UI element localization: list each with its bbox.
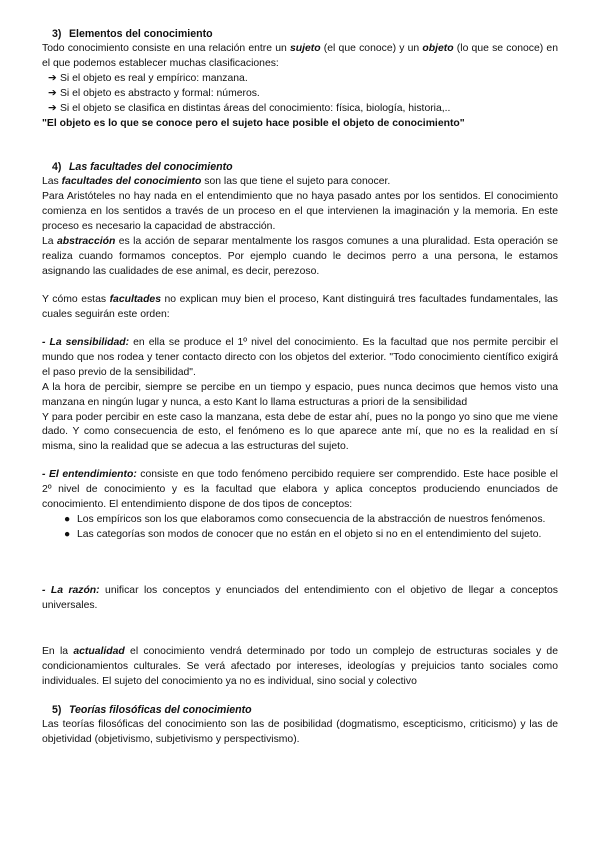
term-facultades-2: facultades: [109, 294, 161, 305]
list-item: ➔ Si el objeto es real y empírico: manzana.: [42, 72, 558, 87]
arrow-icon: ➔: [48, 73, 57, 84]
term-objeto: objeto: [422, 43, 454, 54]
section-4-title: Las facultades del conocimiento: [68, 161, 233, 173]
key-quote: "El objeto es lo que se conoce pero el sujeto hace posible el objeto de conocimiento": [42, 118, 465, 129]
classification-list: [42, 72, 558, 117]
actuality-paragraph: En la actualidad el conocimiento vendrá determinado por todo un complejo de estructuras sociales y de condicionamientos culturales. Se verá afectado por intereses, ideologías y prejuicios tanto sociales como individuales. El sujeto del conocimiento ya no es individual, sino social y colectivo: [42, 646, 558, 687]
kant-paragraph: Y cómo estas facultades no explican muy bien el proceso, Kant distinguirá tres facultades fundamentales, las cuales seguirán este orden:: [42, 294, 558, 320]
term-abstraccion: abstracción: [57, 236, 116, 247]
understanding-paragraph: - El entendimiento: consiste en que todo fenómeno percibido requiere ser comprendido. Este hace posible el 2º nivel de conocimiento y es la facultad que elabora y aplica conceptos produciendo enunciados de conocimiento. El entendimiento dispone de dos tipos de conceptos:: [42, 469, 558, 510]
concept-types-list: [42, 513, 558, 543]
section-3-intro: Todo conocimiento consiste en una relación entre un sujeto (el que conoce) y un objeto (lo que se conoce) en el que podemos establecer muchas clasificaciones:: [42, 43, 558, 69]
sensibility-block: [42, 336, 558, 455]
section-3-number: 3): [52, 28, 62, 40]
section-5-number: 5): [52, 704, 62, 716]
bullet-icon: ●: [64, 513, 71, 525]
section-4-heading: [42, 160, 568, 175]
faculties-intro: Las facultades del conocimiento son las que tiene el sujeto para conocer.: [42, 176, 391, 187]
term-sujeto: sujeto: [290, 43, 321, 54]
list-item: ● Los empíricos son los que elaboramos como consecuencia de la abstracción de nuestros fenómenos.: [42, 513, 558, 528]
understanding-block: [42, 468, 558, 543]
sensibility-paragraph-3: Y para poder percibir en este caso la manzana, esta debe de estar ahí, pues no la pongo yo sino que me viene dado. Y como consecuencia de esto, el fenómeno es lo que aparece ante mí, que no es la realidad en sí misma, sino la realidad que se adecua a las estructuras del sujeto.: [42, 411, 558, 453]
aristotle-paragraph: Para Aristóteles no hay nada en el entendimiento que no haya pasado antes por los sentidos. El conocimiento comienza en los sentidos a través de un proceso en el que intervienen la imaginación y la memoria. En este proceso es necesario la capacidad de abstracción.: [42, 191, 558, 232]
section-3-heading: [42, 27, 568, 42]
arrow-icon: ➔: [48, 102, 57, 114]
arrow-icon: ➔: [48, 87, 57, 99]
sensibility-paragraph: - La sensibilidad: en ella se produce el 1º nivel del conocimiento. Es la facultad que nos permite percibir el mundo que nos rodea y tener contacto directo con los objetos del exterior. "Todo conocimiento científico exigirá el paso previo de la sensibilidad".: [42, 337, 559, 378]
sensibility-label: - La sensibilidad:: [42, 337, 130, 348]
section-5-heading: [42, 703, 568, 718]
abstraction-paragraph: La abstracción es la acción de separar mentalmente los rasgos comunes a una pluralidad. Esta operación se realiza cuando formamos conceptos. Por ejemplo cuando le decimos perro a una persona, le estamos asignando las cualidades de ese animal, es decir, perezoso.: [42, 236, 558, 277]
term-actualidad: actualidad: [73, 646, 125, 657]
reason-paragraph: - La razón: unificar los conceptos y enunciados del entendimiento con el objetivo de llegar a conceptos universales.: [42, 585, 558, 611]
understanding-label: - El entendimiento:: [42, 469, 137, 480]
term-facultades: facultades del conocimiento: [61, 176, 202, 187]
section-4-number: 4): [52, 161, 62, 173]
section-5-title: Teorías filosóficas del conocimiento: [68, 704, 252, 716]
section-3-title: Elementos del conocimiento: [68, 28, 213, 40]
bullet-icon: ●: [64, 528, 71, 540]
reason-label: - La razón:: [42, 585, 100, 596]
theories-paragraph: Las teorías filosóficas del conocimiento son las de posibilidad (dogmatismo, escepticismo, criticismo) y las de objetividad (objetivismo, subjetivismo y perspectivismo).: [42, 719, 558, 745]
list-item: ● Las categorías son modos de conocer que no están en el objeto si no en el entendimiento del sujeto.: [42, 528, 558, 543]
list-item: ➔ Si el objeto se clasifica en distintas áreas del conocimiento: física, biología, historia,..: [42, 102, 558, 117]
list-item: ➔ Si el objeto es abstracto y formal: números.: [42, 87, 558, 102]
sensibility-paragraph-2: A la hora de percibir, siempre se percibe en un tiempo y espacio, pues nunca decimos que hemos visto una manzana en ningún lugar y nunca, a esto Kant lo llama estructuras a priori de la sensibilidad: [42, 381, 558, 408]
